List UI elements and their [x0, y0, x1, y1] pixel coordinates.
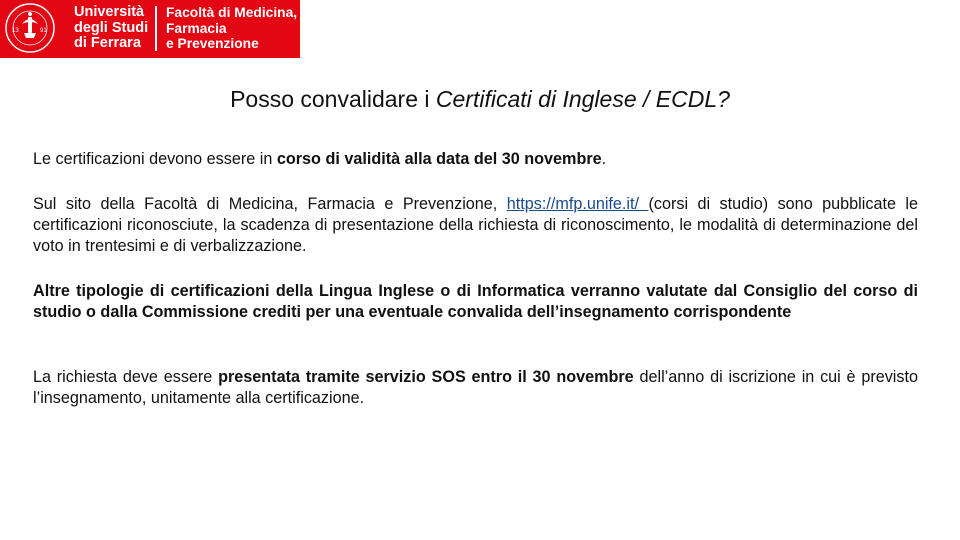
- faculty-name: [166, 5, 306, 52]
- faculty-name-line: Farmacia: [166, 20, 227, 36]
- university-name-line: degli Studi: [74, 19, 149, 36]
- seal-year-left: 13: [12, 28, 19, 34]
- paragraph-validity: [33, 149, 918, 170]
- p1-bold: corso di validità alla data del 30 novembre: [276, 150, 602, 168]
- header-bar: [0, 0, 300, 58]
- p4-text: La richiesta deve essere: [33, 368, 219, 386]
- p4-bold: presentata tramite servizio SOS entro il 30 novembre: [218, 368, 634, 386]
- seal-year-right: 91: [40, 28, 47, 34]
- faculty-name-line: Facoltà di Medicina,: [166, 5, 298, 20]
- university-name-line: Università: [74, 4, 145, 20]
- university-name: [74, 5, 154, 52]
- paragraph-other-certifications: Altre tipologie di certificazioni della Lingua Inglese o di Informatica verranno valutate dal Consiglio del corso di studio o dalla Commissione crediti per una eventuale convalida dell’insegnamento corrispondente: [33, 282, 918, 321]
- p4-text-end: dell’anno di iscrizione in cui è previsto l’insegnamento, unitamente alla certificazione.: [33, 368, 918, 407]
- title-plain: Posso convalidare i: [230, 86, 436, 112]
- header-divider: [155, 6, 157, 51]
- university-seal-icon: [4, 2, 56, 54]
- p2-text-end: (corsi di studio) sono pubblicate le certificazioni riconosciute, la scadenza di presentazione della richiesta di riconoscimento, le modalità di determinazione del voto in trentesimi e di verbalizzazione.: [33, 195, 918, 255]
- p1-text-end: .: [601, 150, 607, 168]
- slide-title: [0, 86, 960, 113]
- title-italic: Certificati di Inglese / ECDL?: [435, 86, 730, 112]
- paragraph-request: [33, 367, 918, 409]
- university-name-line: di Ferrara: [74, 35, 141, 51]
- p2-text: Sul sito della Facoltà di Medicina, Farmacia e Prevenzione,: [33, 195, 507, 213]
- paragraph-website: [33, 194, 918, 257]
- faculty-name-line: e Prevenzione: [166, 36, 259, 51]
- p1-text: Le certificazioni devono essere in: [33, 150, 277, 168]
- faculty-website-link[interactable]: https://mfp.unife.it/: [506, 195, 649, 213]
